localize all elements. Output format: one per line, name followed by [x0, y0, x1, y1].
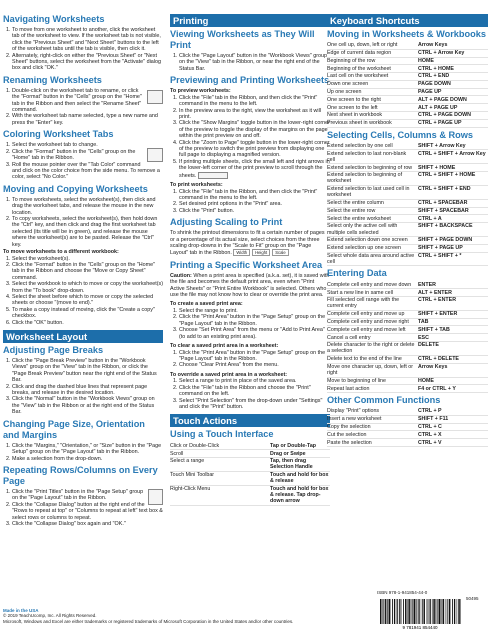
table-row — [327, 289, 488, 297]
shortcut-keys: CTRL + END — [418, 73, 450, 80]
shortcut-keys: CTRL + P — [418, 408, 442, 415]
list-print — [170, 189, 330, 215]
scale-to-fit-controls — [233, 249, 288, 256]
shortcut-keys: HOME — [418, 377, 434, 384]
shortcut-action: Complete cell entry and move right — [327, 319, 409, 325]
shortcut-action: Extend selection to beginning of worksheet — [327, 172, 403, 185]
barcode-bar — [385, 599, 386, 624]
list-item: 3. Click the "Show Margins" toggle button in the lower-right corner of the preview to toggle the display of the margins on the page within the print preview on and off. — [179, 120, 330, 139]
list-item: 1. Select the worksheet tab to change. — [12, 142, 163, 148]
touch-gesture: Touch and hold for box & release — [270, 472, 329, 485]
shortcut-keys: ALT + ENTER — [418, 289, 452, 296]
table-row — [327, 334, 488, 342]
table-row — [327, 364, 488, 378]
shortcut-action: Select the entire worksheet — [327, 215, 391, 222]
table-row — [170, 486, 330, 506]
table-row — [327, 164, 488, 172]
touch-action: Click or Double-Click — [170, 442, 220, 449]
list-navigating — [3, 27, 163, 72]
touch-table — [170, 442, 330, 505]
shortcut-action: Move one character up, down, left or right — [327, 364, 413, 377]
table-row — [327, 237, 488, 245]
barcode-bar — [442, 599, 443, 624]
list-item: 1. Click the "File" tab in the Ribbon, and then click the "Print" command in the menu to the left. — [179, 189, 330, 202]
shortcut-action: Complete cell entry and move up — [327, 311, 405, 318]
table-row — [327, 81, 488, 89]
shortcut-action: Fill selected cell range with the current entry — [327, 297, 400, 310]
shortcut-action: Complete cell entry and move left — [327, 326, 406, 333]
shortcut-keys: SHIFT + PAGE DOWN — [418, 237, 473, 244]
shortcut-keys: ALT + PAGE UP — [418, 104, 458, 111]
heading-coloring: Coloring Worksheet Tabs — [3, 129, 114, 140]
subheading-move-workbook: To move worksheets to a different workbook: — [3, 248, 119, 255]
list-item: 3. Select the workbook to which to move or copy the worksheet(s) from the "To book" drop-down. — [12, 281, 163, 294]
subheading-print: To print worksheets: — [170, 182, 223, 189]
shortcut-action: Extend selection to last non-blank cell — [327, 150, 407, 163]
list-item: 2. Click the "File" tab in the Ribbon and choose the "Print" command on the left. — [179, 385, 330, 398]
shortcut-table-other — [327, 408, 488, 447]
list-item: 2. Click and drag the dashed blue lines that represent page breaks, and release in the desired location. — [12, 384, 163, 397]
table-row — [327, 311, 488, 319]
table-row — [327, 281, 488, 289]
list-item: 1. To move worksheets, select the worksheet(s), then click and drag the worksheet tabs, and release the mouse in the new location. — [12, 197, 163, 216]
table-row — [327, 223, 488, 237]
list-item-text: If printing multiple sheets, click the small left and right arrows in the lower-left corner of the print preview to scroll through the sheets. — [179, 158, 330, 179]
barcode-bar — [392, 599, 393, 624]
heading-print-area: Printing a Specific Worksheet Area — [170, 259, 323, 270]
shortcut-action: Select the entire row — [327, 207, 376, 214]
made-in-usa: Made in the USA — [3, 608, 39, 613]
table-row — [327, 326, 488, 334]
list-renaming — [3, 88, 163, 126]
list-item: 2. With the worksheet tab name selected, type a new name and press the "Enter" key. — [12, 113, 163, 126]
shortcut-action: Last cell on the worksheet — [327, 73, 389, 80]
list-moving — [3, 197, 163, 248]
list-item: 3. Roll the mouse pointer over the "Tab Color" command and click on the color choice from the side menu. To remove a color, select "No Color." — [12, 162, 163, 181]
table-row — [327, 200, 488, 208]
table-row — [327, 172, 488, 186]
shortcut-keys: CTRL + SHIFT + * — [418, 252, 462, 259]
table-row — [327, 120, 488, 128]
table-row — [170, 450, 330, 458]
caution-body: When a print area is specified (a.k.a. set), it is saved with the file and becomes the default print area, even when "Print Active Sheets" or "Print Entire Workbook" is selected. Others who use the file may not know how to clear or override the print area. — [170, 272, 330, 298]
heading-entering-data: Entering Data — [327, 268, 387, 279]
list-clear-print-area — [170, 350, 330, 369]
barcode-bar — [454, 599, 455, 624]
shortcut-keys: ALT + PAGE DOWN — [418, 96, 467, 103]
heading-repeat-rows: Repeating Rows/Columns on Every Page — [3, 464, 158, 486]
column-3 — [327, 14, 488, 447]
shortcut-action: Beginning of the worksheet — [327, 65, 391, 72]
barcode-bar — [418, 599, 419, 624]
price-code: 50495 — [466, 596, 479, 601]
barcode-bar — [449, 599, 450, 624]
list-item: 5. To make a copy instead of moving, click the "Create a copy" checkbox. — [12, 307, 163, 320]
width-dropdown: Width — [233, 249, 250, 256]
heading-scaling: Adjusting Scaling to Print — [170, 217, 283, 228]
heading-moving-shortcuts: Moving in Worksheets & Workbooks — [327, 29, 486, 39]
heading-page-size: Changing Page Size, Orientation and Margins — [3, 418, 145, 440]
shortcut-action: Select only the active cell with multiple cells selected — [327, 223, 398, 236]
shortcut-action: Select whole data area around active cell — [327, 252, 415, 265]
shortcut-table-entering — [327, 281, 488, 393]
shortcut-action: Extend selection to beginning of row — [327, 164, 413, 171]
table-row — [327, 112, 488, 120]
list-item: 2. Click the "Print Area" button in the "Page Setup" group on the "Page Layout" tab in the Ribbon. — [179, 314, 330, 327]
shortcut-action: One screen to the right — [327, 96, 381, 103]
shortcut-keys: TAB — [418, 319, 429, 325]
shortcut-keys: CTRL + Arrow Key — [418, 50, 465, 57]
shortcut-action: Up one screen — [327, 89, 362, 96]
table-row — [170, 442, 330, 450]
table-row — [327, 215, 488, 223]
list-repeat-rows — [3, 489, 163, 527]
list-item: 2. Click the "Collapse Dialog" button at the right end of the "Rows to repeat at top" or "Columns to repeat at left" text box & select rows or columns to repeat. — [12, 502, 163, 521]
table-row — [327, 42, 488, 50]
barcode-bar — [409, 599, 410, 624]
list-viewing — [170, 53, 330, 72]
barcode-bar — [459, 599, 460, 624]
shortcut-action: Cancel a cell entry — [327, 334, 371, 341]
list-item: 3. Choose "Set Print Area" from the menu or "Add to Print Area" (to add to an existing print area). — [179, 327, 330, 340]
shortcut-action: Extend selection down one screen — [327, 237, 408, 244]
table-row — [327, 385, 488, 393]
shortcut-action: Edge of current data region — [327, 50, 392, 57]
list-item: 1. Click the "Page Break Preview" button in the "Workbook Views" group on the "View" tab in the Ribbon, or click the "Page Break Preview" button near the right end of the Status Bar. — [12, 358, 163, 384]
shortcut-action: Delete character to the right or delete a selection — [327, 342, 415, 355]
list-item: 2. Alternately, right-click on either the "Previous Sheet" or "Next Sheet" buttons, select the worksheet from the "Activate" dialog box and click "OK." — [12, 53, 163, 72]
touch-gesture: Tap or Double-Tap — [270, 442, 317, 449]
shortcut-action: Down one screen — [327, 81, 369, 88]
table-row — [327, 245, 488, 253]
barcode-bar — [380, 599, 381, 624]
subheading-clear-print-area: To clear a saved print area in a worksheet: — [170, 343, 279, 350]
shortcut-keys: CTRL + SHIFT + HOME — [418, 172, 476, 179]
trademark-notice: Microsoft, Windows and Excel are either trademarks or registered trademarks of Microsoft Corporation in the United States and/or other countries. — [3, 618, 294, 624]
list-item: 1. Click the "Print Area" button in the "Page Setup" group on the "Page Layout" tab in the Ribbon. — [179, 350, 330, 363]
scaling-text-body: To shrink the printout dimensions to fit a certain number of pages or a percentage of its actual size, select choices from the three scaling drop-downs in the "Scale to Fit" group on the "Page Layout" tab in the Ribbon. — [170, 230, 325, 257]
heading-viewing: Viewing Worksheets as They Will Print — [170, 29, 315, 50]
touch-action: Right-Click Menu — [170, 486, 211, 493]
shortcut-keys: SHIFT + SPACEBAR — [418, 207, 469, 214]
shortcut-keys: DELETE — [418, 342, 439, 349]
shortcut-keys: F4 or CTRL + Y — [418, 385, 456, 392]
shortcut-action: One screen to the left — [327, 104, 378, 111]
shortcut-action: Paste the selection — [327, 439, 372, 446]
shortcut-keys: ESC — [418, 334, 429, 341]
shortcut-action: Repeat last action — [327, 385, 370, 392]
barcode-bar — [434, 599, 435, 624]
table-row — [327, 424, 488, 432]
shortcut-keys: PAGE UP — [418, 89, 442, 96]
barcode-bar — [397, 599, 398, 624]
list-item: 1. Click the "Page Layout" button in the "Workbook Views" group on the "View" tab in the Ribbon, or near the right end of the Status Bar. — [179, 53, 330, 72]
barcode-bar — [394, 599, 395, 624]
barcode-bar — [408, 599, 409, 624]
table-row — [327, 208, 488, 216]
touch-gesture: Touch and hold for box & release. Tap drop-down arrow — [270, 486, 329, 505]
table-row — [327, 58, 488, 66]
list-override-print-area — [170, 378, 330, 410]
subheading-preview: To preview worksheets: — [170, 88, 231, 95]
subheading-override-print-area: To override a saved print area in a worksheet: — [170, 371, 288, 378]
table-row — [327, 431, 488, 439]
shortcut-table-selecting — [327, 143, 488, 267]
shortcut-action: Select the entire column — [327, 200, 384, 207]
shortcut-keys: CTRL + V — [418, 439, 442, 446]
heading-other-functions: Other Common Functions — [327, 395, 441, 406]
section-bar-worksheet-layout: Worksheet Layout — [3, 330, 163, 343]
barcode-icon — [378, 598, 463, 630]
shortcut-action: Move to beginning of line — [327, 377, 386, 384]
list-item: 4. Select the sheet before which to move or copy the selected sheets or choose "(move to end)." — [12, 294, 163, 307]
table-row — [170, 472, 330, 486]
list-item: 1. Select a range to print in place of the saved area. — [179, 378, 330, 384]
subheading-create-print-area: To create a saved print area: — [170, 301, 243, 308]
barcode-bar — [443, 599, 444, 624]
table-row — [327, 104, 488, 112]
barcode-bar — [430, 599, 431, 624]
column-1 — [3, 14, 163, 527]
shortcut-keys: PAGE DOWN — [418, 81, 451, 88]
caution-text — [170, 273, 330, 299]
table-row — [327, 143, 488, 151]
list-item: 1. Select the worksheet(s). — [12, 256, 163, 262]
table-row — [327, 73, 488, 81]
barcode-bar — [416, 599, 417, 624]
copyright: © 2019 TeachUcomp, Inc. All Rights Reserved. — [3, 613, 97, 619]
scaling-text — [170, 230, 330, 257]
shortcut-action: Extend selection to last used cell in worksheet — [327, 186, 410, 199]
touch-action: Scroll — [170, 450, 184, 457]
list-item: 4. Click the "Zoom to Page" toggle button in the lower-right corner of the preview to switch the print preview from displaying one full page to displaying a magnified version. — [179, 140, 330, 159]
heading-previewing: Previewing and Printing Worksheets — [170, 75, 330, 86]
touch-gesture: Drag or Swipe — [270, 450, 306, 457]
shortcut-keys: HOME — [418, 57, 434, 64]
list-coloring — [3, 142, 163, 180]
list-page-size — [3, 443, 163, 462]
shortcut-keys: CTRL + PAGE DOWN — [418, 112, 471, 119]
table-row — [327, 96, 488, 104]
table-row — [327, 356, 488, 364]
page-scroll-arrows-icon — [198, 172, 228, 179]
list-move-workbook — [3, 256, 163, 326]
section-bar-touch: Touch Actions — [170, 414, 330, 427]
barcode-bar — [428, 599, 429, 624]
shortcut-keys: SHIFT + BACKSPACE — [418, 223, 473, 230]
barcode-bar — [452, 599, 453, 624]
table-row — [327, 408, 488, 416]
barcode-bar — [399, 599, 400, 624]
heading-moving: Moving and Copying Worksheets — [3, 183, 148, 194]
shortcut-action: Delete text to the end of the line — [327, 356, 402, 363]
shortcut-keys: CTRL + ENTER — [418, 297, 457, 304]
shortcut-keys: Arrow Keys — [418, 42, 448, 49]
list-item: 1. Select the range to print. — [179, 308, 330, 314]
height-dropdown: Height — [252, 249, 270, 256]
shortcut-action: Complete cell entry and move down — [327, 281, 412, 288]
list-item — [179, 159, 330, 179]
barcode-bar — [389, 599, 390, 624]
list-item: 1. Click the "Margins," "Orientation," or "Size" button in the "Page Setup" group on the "Page Layout" tab in the Ribbon. — [12, 443, 163, 456]
barcode-bar — [424, 599, 425, 624]
table-row — [327, 378, 488, 386]
table-row — [327, 253, 488, 267]
format-button-icon — [147, 148, 163, 162]
table-row — [327, 89, 488, 97]
list-item: 3. Select "Print Selection" from the drop-down under "Settings" and click the "Print" button. — [179, 398, 330, 411]
section-bar-keyboard: Keyboard Shortcuts — [327, 14, 488, 27]
shortcut-keys: CTRL + PAGE UP — [418, 120, 462, 127]
isbn-label: ISBN 978-1-941854-44-0 — [377, 590, 428, 595]
shortcut-keys: CTRL + SHIFT + Arrow Key — [418, 150, 486, 157]
caution-label: Caution: — [170, 272, 192, 279]
section-bar-printing: Printing — [170, 14, 330, 27]
shortcut-action: Extend selection by one cell — [327, 142, 393, 149]
barcode-bar — [405, 599, 406, 624]
list-item: 1. Click the "Print Titles" button in the "Page Setup" group on the "Page Layout" tab in the Ribbon. — [12, 489, 163, 502]
shortcut-keys: CTRL + C — [418, 424, 442, 430]
list-create-print-area — [170, 308, 330, 340]
footer — [3, 608, 333, 624]
shortcut-action: Insert a new worksheet — [327, 416, 382, 423]
list-item: 3. Click the "Collapse Dialog" box again and "OK." — [12, 521, 163, 527]
shortcut-keys: SHIFT + TAB — [418, 326, 450, 333]
list-item: 3. Click the "Print" button. — [179, 208, 330, 214]
heading-page-breaks: Adjusting Page Breaks — [3, 345, 104, 356]
list-page-breaks — [3, 358, 163, 416]
touch-gesture: Tap, then drag Selection Handle — [270, 458, 313, 471]
barcode-bar — [437, 599, 438, 624]
touch-action: Select a range — [170, 458, 205, 465]
list-item: 2. Make a selection from the drop-down. — [12, 456, 163, 462]
shortcut-keys: SHIFT + HOME — [418, 164, 456, 171]
shortcut-keys: CTRL + X — [418, 431, 442, 438]
shortcut-action: Cut the selection — [327, 431, 367, 438]
barcode-bar — [403, 599, 404, 624]
shortcut-keys: SHIFT + ENTER — [418, 311, 458, 318]
shortcut-action: Copy the selection — [327, 424, 371, 430]
barcode-bar — [387, 599, 388, 624]
barcode-bar — [422, 599, 423, 624]
list-item: 2. To copy worksheets, select the worksheet(s), then hold down the "Ctrl" key, and then click and drag the first worksheet tab selected (its title will be in green), and release the mouse where the worksheet(s) are to be pasted. Release the "Ctrl" key. — [12, 216, 163, 248]
shortcut-action: Start a new line in same cell — [327, 289, 393, 296]
format-button-icon — [147, 90, 163, 104]
barcode-digits: 9 781941 854440 — [402, 625, 438, 630]
shortcut-keys: ENTER — [418, 281, 436, 288]
heading-renaming: Renaming Worksheets — [3, 74, 102, 85]
heading-selecting: Selecting Cells, Columns & Rows — [327, 129, 474, 140]
shortcut-keys: SHIFT + Arrow Key — [418, 142, 466, 149]
shortcut-action: Previous sheet in workbook — [327, 120, 392, 127]
barcode-bar — [439, 599, 440, 624]
table-row — [327, 439, 488, 447]
list-item: 3. Click the "Normal" button in the "Workbook Views" group on the "View" tab in the Ribbon or at the right end of the Status Bar. — [12, 396, 163, 415]
table-row — [327, 186, 488, 200]
shortcut-action: Beginning of the row — [327, 57, 376, 64]
column-2 — [170, 14, 330, 506]
list-item: 1. To move from one worksheet to another, click the worksheet tab of the worksheet to view. If the worksheet tab is not visible, click the "Previous Sheet" and "Next Sheet" buttons to the left of the worksheet tabs until the tab is visible, then click it. — [12, 27, 163, 53]
shortcut-table-moving — [327, 42, 488, 128]
scale-spinner: Scale — [272, 249, 288, 256]
shortcut-keys: SHIFT + PAGE UP — [418, 245, 463, 252]
table-row — [327, 416, 488, 424]
shortcut-keys: CTRL + A — [418, 215, 442, 222]
table-row — [327, 65, 488, 73]
heading-navigating: Navigating Worksheets — [3, 14, 105, 24]
table-row — [327, 319, 488, 327]
list-item: 6. Click the "OK" button. — [12, 320, 163, 326]
barcode-bar — [458, 599, 459, 624]
table-row — [327, 342, 488, 356]
shortcut-action: Extend selection up one screen — [327, 245, 401, 252]
touch-action: Touch Mini Toolbar — [170, 472, 215, 479]
shortcut-keys: Arrow Keys — [418, 364, 448, 370]
list-item: 1. Double-click on the worksheet tab to rename, or click the "Format" button in the "Cells" group on the "Home" tab in the Ribbon and then select the "Rename Sheet" command. — [12, 88, 163, 114]
shortcut-action: Next sheet in workbook — [327, 112, 383, 119]
barcode-bar — [447, 599, 448, 624]
print-titles-icon — [148, 489, 163, 505]
barcode-bar — [412, 599, 413, 624]
heading-touch-interface: Using a Touch Interface — [170, 429, 274, 440]
list-preview — [170, 95, 330, 179]
shortcut-keys: CTRL + HOME — [418, 65, 454, 72]
list-item: 1. Click the "File" tab in the Ribbon, and then click the "Print" command in the menu to the left. — [179, 95, 330, 108]
table-row — [170, 458, 330, 472]
list-item: 2. Click the "Format" button in the "Cells" group on the "Home" tab in the Ribbon. — [12, 149, 163, 162]
table-row — [327, 150, 488, 164]
barcode-bar — [433, 599, 434, 624]
shortcut-action: Display "Print" options — [327, 408, 380, 415]
barcode-bar — [383, 599, 384, 624]
shortcut-keys: CTRL + DELETE — [418, 356, 459, 363]
table-row — [327, 297, 488, 311]
list-item: 2. In the preview area to the right, view the worksheet as it will print. — [179, 108, 330, 121]
shortcut-keys: CTRL + SPACEBAR — [418, 200, 468, 207]
list-item: 2. Choose "Clear Print Area" from the menu. — [179, 362, 330, 368]
table-row — [327, 50, 488, 58]
barcode-bar — [414, 599, 415, 624]
list-item: 2. Click the "Format" button in the "Cells" group on the "Home" tab in the Ribbon and choose the "Move or Copy Sheet" command. — [12, 262, 163, 281]
shortcut-action: One cell up, down, left or right — [327, 42, 398, 49]
shortcut-keys: CTRL + SHIFT + END — [418, 186, 471, 193]
list-item: 2. Set desired print options in the "Print" area. — [179, 201, 330, 207]
shortcut-keys: SHIFT + F11 — [418, 416, 449, 423]
